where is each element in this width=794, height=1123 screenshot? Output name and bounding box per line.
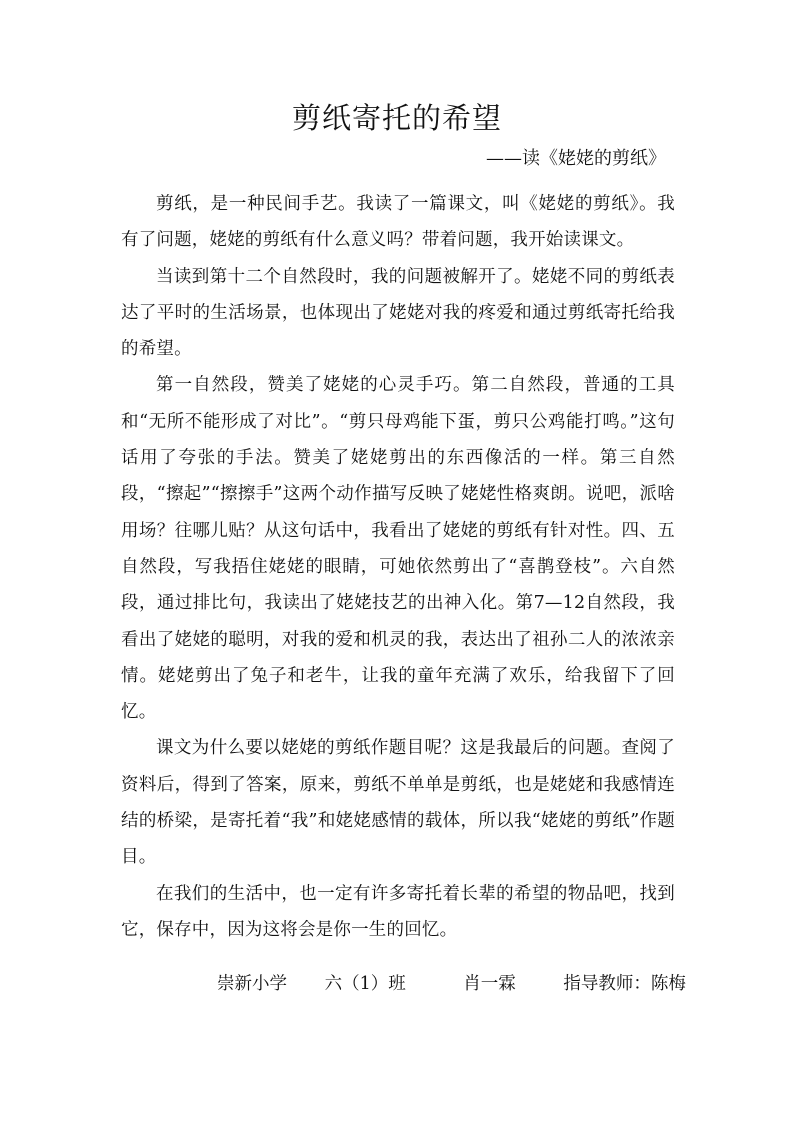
document-body <box>121 186 675 948</box>
document-subtitle: ——读《姥姥的剪纸》 <box>486 148 666 169</box>
footer-teacher: 指导教师：陈梅 <box>563 974 686 994</box>
paragraph-1: 剪纸，是一种民间手艺。我读了一篇课文，叫《姥姥的剪纸》。我有了问题，姥姥的剪纸有什么意义吗？带着问题，我开始读课文。 <box>121 194 675 251</box>
footer-author: 肖一霖 <box>463 974 516 994</box>
footer-school: 崇新小学 <box>217 974 287 994</box>
author-footer <box>217 970 686 998</box>
paragraph-2: 当读到第十二个自然段时，我的问题被解开了。姥姥不同的剪纸表达了平时的生活场景，也体现出了姥姥对我的疼爱和通过剪纸寄托给我的希望。 <box>121 266 675 360</box>
paragraph-3: 第一自然段，赞美了姥姥的心灵手巧。第二自然段，普通的工具和“无所不能形成了对比”。“剪只母鸡能下蛋，剪只公鸡能打鸣。”这句话用了夸张的手法。赞美了姥姥剪出的东西像活的一样。第三自然段，“擦起”“擦擦手”这两个动作描写反映了姥姥性格爽朗。说吧，派啥用场？往哪儿贴？从这句话中，我看出了姥姥的剪纸有针对性。四、五自然段，写我捂住姥姥的眼睛，可她依然剪出了“喜鹊登枝”。六自然段，通过排比句，我读出了姥姥技艺的出神入化。第7—12自然段，我看出了姥姥的聪明，对我的爱和机灵的我，表达出了祖孙二人的浓浓亲情。姥姥剪出了兔子和老牛，让我的童年充满了欢乐，给我留下了回忆。 <box>121 375 675 723</box>
paragraph-5: 在我们的生活中，也一定有许多寄托着长辈的希望的物品吧，找到它，保存中，因为这将会是你一生的回忆。 <box>121 883 675 940</box>
document-title: 剪纸寄托的希望 <box>291 101 502 135</box>
paragraph-4: 课文为什么要以姥姥的剪纸作题目呢？这是我最后的问题。查阅了资料后，得到了答案，原来，剪纸不单单是剪纸，也是姥姥和我感情连结的桥梁，是寄托着“我”和姥姥感情的载体，所以我“姥姥的剪纸”作题目。 <box>121 738 675 868</box>
footer-class: 六（1）班 <box>324 974 406 994</box>
